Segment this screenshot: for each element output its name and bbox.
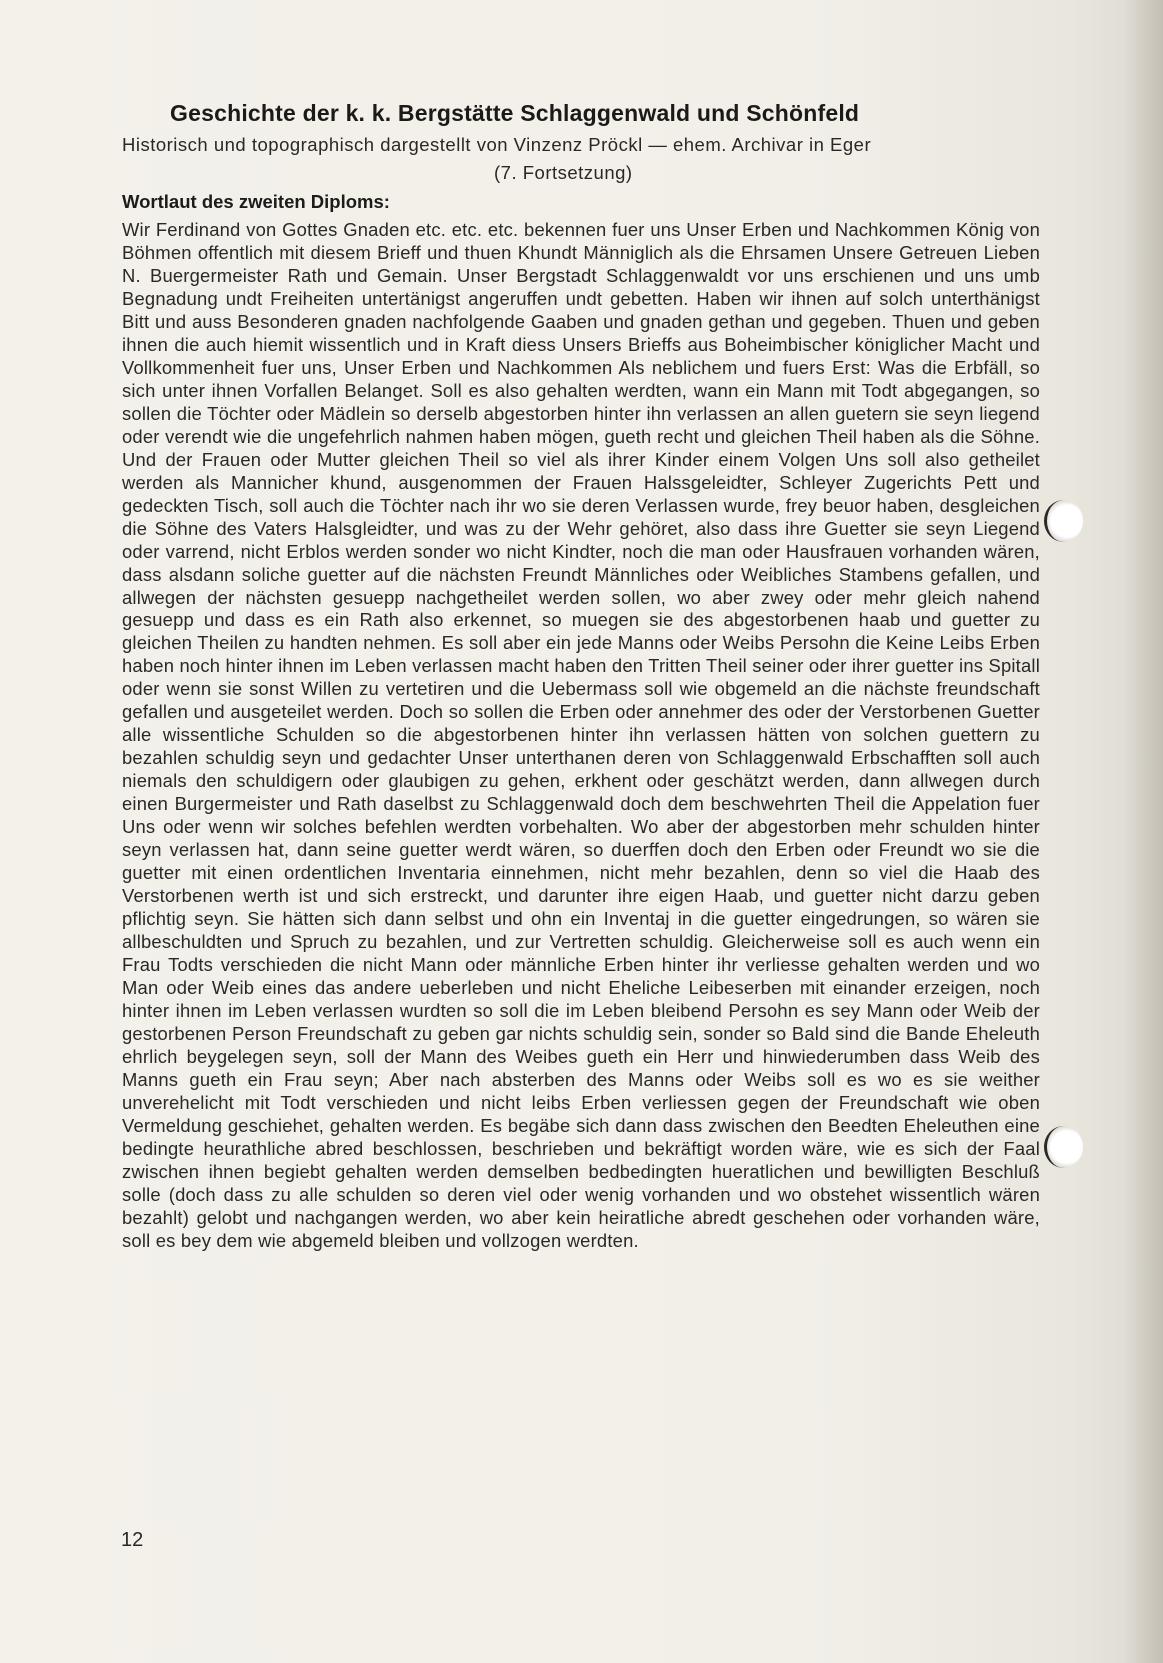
page-number: 12 [121,1529,144,1551]
page-subtitle: Historisch und topographisch dargestellt von Vinzenz Pröckl — ehem. Archivar in Eger [122,134,872,155]
punch-hole-icon [1044,500,1083,542]
punch-hole-icon [1044,1126,1083,1168]
body-text: Wir Ferdinand von Gottes Gnaden etc. etc. etc. bekennen fuer uns Unser Erben und Nachkommen König von Böhmen offentlich mit diesem Brieff und thuen Khundt Männiglich als die Ehrsamen Unsere Getreuen Lieben N. Buergermeister Rath und Gemain. Unser Bergstadt Schlaggenwaldt vor uns erschienen und uns umb Begnadung undt Freiheiten untertänigst angeruffen undt gebetten. Haben wir ihnen auf solch unterthänigst Bitt und auss Besonderen gnaden nachfolgende Gaaben und gnaden gethan und gegeben. Thuen und geben ihnen die auch hiemit wissentlich und in Kraft diess Unsers Brieffs aus Boheimbischer königlicher Macht und Vollkommenheit fuer uns, Unser Erben und Nachkommen Als neblichem und fuers Erst: Was die Erbfäll, so sich unter ihnen Vorfallen Belanget. Soll es also gehalten werdten, wann ein Mann mit Todt abgegangen, so sollen die Töchter oder Mädlein so derselb abgestorben hinter ihn verlassen an allen guetern sie seyn liegend oder verendt wie die ungefehrlich nahmen haben mögen, gueth recht und gleichen Theil haben als die Söhne. Und der Frauen oder Mutter gleichen Theil so viel als ihrer Kinder einem Volgen Uns soll also getheilet werden als Mannicher khund, ausgenommen der Frauen Halssgeleidter, Schleyer Zugerichts Pett und gedeckten Tisch, soll auch die Töchter nach ihr wo sie deren Verlassen wurde, frey beuor haben, desgleichen die Söhne des Vaters Halsgleidter, und was zu der Wehr gehöret, also dass ihre Guetter sie seyn Liegend oder varrend, nicht Erblos werden sonder wo nicht Kindter, noch die man oder Hausfrauen vorhanden wären, dass alsdann soliche guetter auf die nächsten Freundt Männliches oder Weibliches Stambens gefallen, und allwegen der nächsten gesuepp nachgetheilet werden sollen, wo aber zwey oder mehr gleich nahend gesuepp und dass es ein Rath also erkennet, so muegen sie des abgestorbenen haab und guetter zu gleichen Theilen zu handten nehmen. Es soll aber ein jede Manns oder Weibs Persohn die Keine Leibs Erben haben noch hinter ihnen im Leben verlassen macht haben den Tritten Theil seiner oder ihrer guetter ins Spitall oder wenn sie sonst Willen zu vertetiren und die Uebermass soll wie obgemeld an die nächste freundschaft gefallen und ausgeteilet werden. Doch so sollen die Erben oder annehmer des oder der Verstorbenen Guetter alle wissentliche Schulden so die abgestorbenen hinter ihn verlassen hätten von solchen guettern zu bezahlen schuldig seyn und gedachter Unser unterthanen deren von Schlaggenwald Erbschafften soll auch niemals den schuldigern oder glaubigen zu gehen, erkhent oder geschätzt werden, dann allwegen durch einen Burgermeister und Rath daselbst zu Schlaggenwald doch dem beschwehrten Theil die Appelation fuer Uns oder wenn wir solches befehlen werdten vorbehalten. Wo aber der abgestorben mehr schulden hinter seyn verlassen hat, dann seine guetter werdt wären, so duerffen doch den Erben oder Freundt wo sie die guetter mit einen ordentlichen Inventaria einnehmen, nicht mehr bezahlen, denn so viel die Haab des Verstorbenen werth ist und sich erstreckt, und darunter ihre eigen Haab, und guetter nicht darzu geben pflichtig seyn. Sie hätten sich dann selbst und ohn ein Inventaj in die guetter eingedrungen, so wären sie allbeschuldten und Spruch zu bezahlen, und zur Vertretten schuldig. Gleicherweise soll es auch wenn ein Frau Todts verschieden die nicht Mann oder männliche Erben hinter ihr verliesse gehalten werden und wo Man oder Weib eines das andere ueberleben und nicht Eheliche Leibeserben mit einander erzeigen, noch hinter ihnen im Leben verlassen wurdten so soll die im Leben bleibend Persohn es sey Mann oder Weib der gestorbenen Person Freundschaft zu geben gar nichts schuldig sein, sonder so Bald sind die Bande Eheleuth ehrlich beygelegen seyn, soll der Mann des Weibes gueth ein Herr und hinwiederumben dass Weib des Manns gueth ein Frau seyn; Aber nach absterben des Manns oder Weibs soll es wo es sie weither unverehelicht mit Todt verschieden und nicht leibs Erben verliessen gegen der Freundschaft wie oben Vermeldung geschiehet, gehalten werden. Es begäbe sich dann dass zwischen den Beedten Eheleuthen eine bedingte heurathliche abred beschlossen, beschrieben und bekräftigt worden wäre, wie es sich der Faal zwischen ihnen begiebt gehalten werden demselben bedbedingten hueratlichen und bewilligten Beschluß solle (doch dass zu alle schulden so deren viel oder wenig vorhanden und wo obstehet wissentlich wären bezahlt) gelobt und nachgangen werden, wo aber kein heiratliche abredt geschehen oder vorhanden wäre, soll es bey dem wie abgemeld bleiben und vollzogen werdten. [122,219,1040,1251]
page-edge-shadow [1123,0,1163,1663]
continuation-note: (7. Fortsetzung) [494,162,633,183]
page-title: Geschichte der k. k. Bergstätte Schlaggenwald und Schönfeld [170,100,860,126]
section-heading: Wortlaut des zweiten Diploms: [122,191,390,212]
